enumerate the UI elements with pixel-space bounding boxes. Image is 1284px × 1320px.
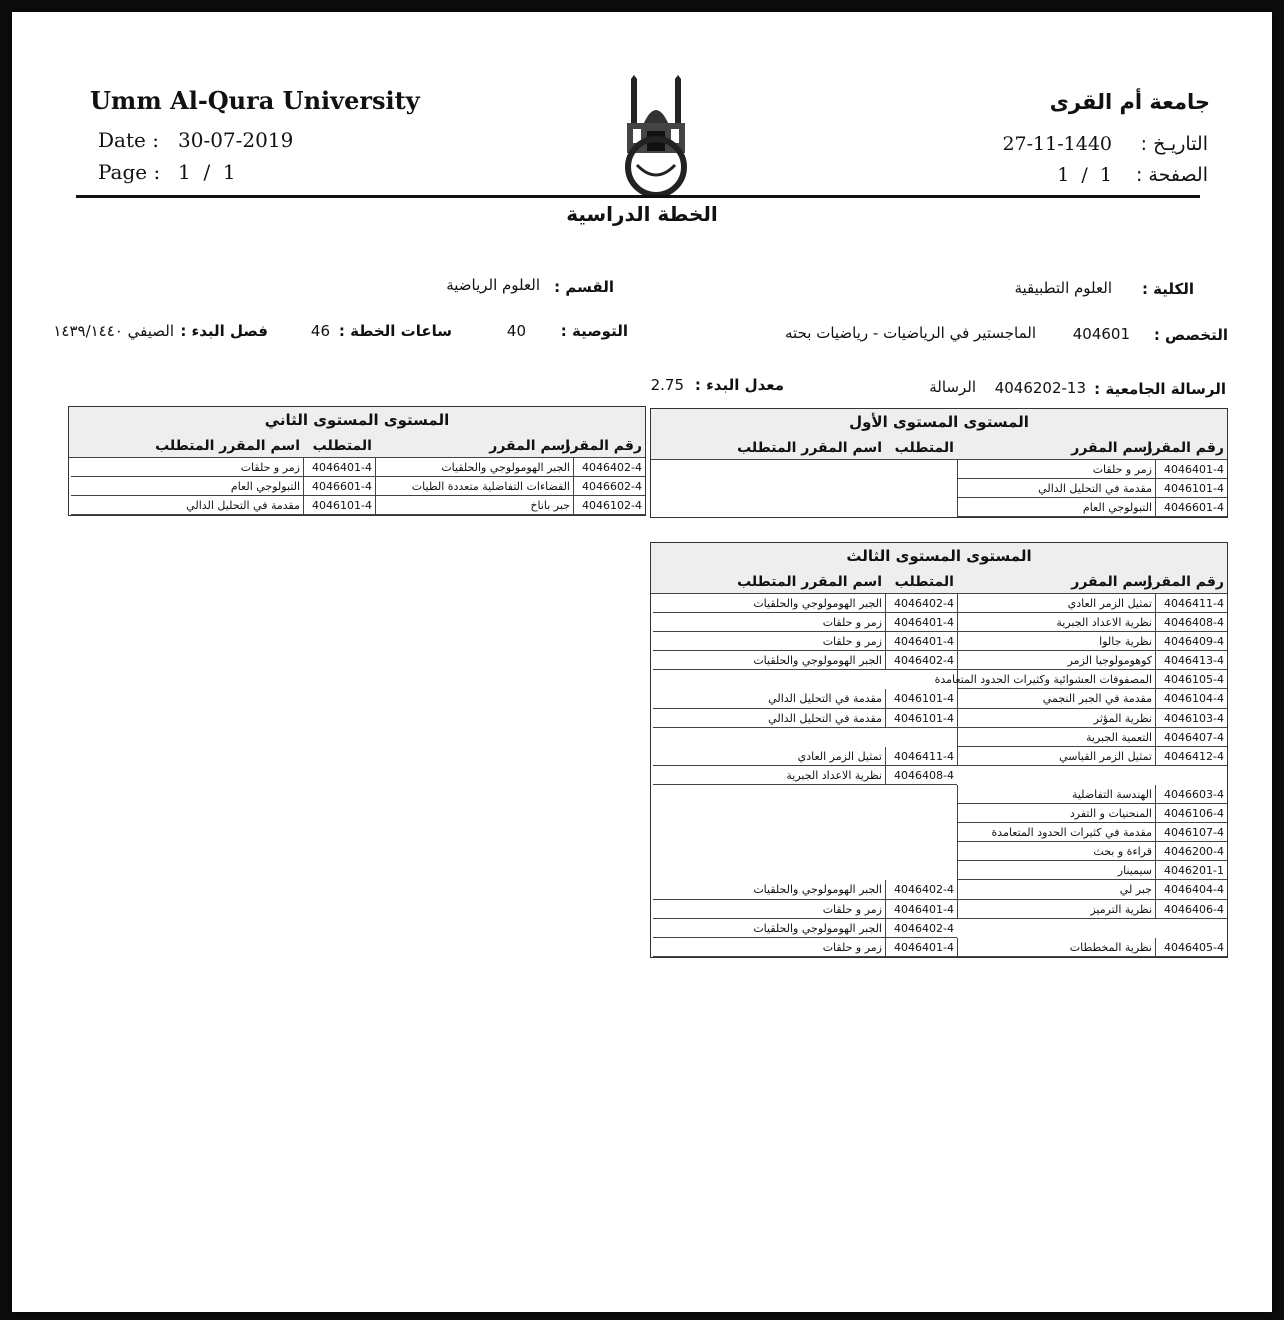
cell-prereq <box>885 460 957 479</box>
cell-code: 4046409-4 <box>1155 632 1227 651</box>
cell-prereq <box>885 785 957 804</box>
cell-prereq <box>885 842 957 861</box>
column-header-prereq-name: اسم المقرر المتطلب <box>737 574 882 590</box>
cell-name: التعمية الجبرية <box>957 728 1155 747</box>
level-2-table <box>68 406 646 516</box>
cell-prereq-name: تمثيل الزمر العادي <box>653 747 885 766</box>
cell-prereq: 4046401-4 <box>885 613 957 632</box>
table-row <box>651 689 1227 708</box>
cell-prereq-name: الجبر الهومولوجي والحلقيات <box>653 594 885 613</box>
cell-name: كوهومولوجيا الزمر <box>957 651 1155 670</box>
table-row <box>651 919 1227 938</box>
table-row <box>651 861 1227 880</box>
cell-prereq-name: مقدمة في التحليل الدالي <box>653 689 885 708</box>
dept-value: العلوم الرياضية <box>446 276 540 294</box>
cell-prereq <box>885 498 957 517</box>
cell-prereq-name: الجبر الهومولوجي والحلقيات <box>653 919 885 938</box>
page-value: 1 / 1 <box>178 160 236 184</box>
cell-code: 4046101-4 <box>1155 479 1227 498</box>
table-row <box>69 496 645 515</box>
cell-code: 4046412-4 <box>1155 747 1227 766</box>
cell-prereq: 4046402-4 <box>885 594 957 613</box>
date-label: Date : <box>98 128 159 152</box>
cell-prereq <box>885 823 957 842</box>
cell-code <box>1155 919 1227 938</box>
cell-prereq-name <box>653 670 885 689</box>
cell-prereq <box>885 861 957 880</box>
table-row <box>69 477 645 496</box>
start-term-label: فصل البدء : <box>180 322 268 340</box>
cell-code: 4046408-4 <box>1155 613 1227 632</box>
cell-prereq: 4046408-4 <box>885 766 957 785</box>
page-label: Page : <box>98 160 161 184</box>
cell-code: 4046413-4 <box>1155 651 1227 670</box>
table-row <box>651 498 1227 517</box>
table-row <box>651 823 1227 842</box>
table-row <box>651 479 1227 498</box>
college-value: العلوم التطبيقية <box>1014 279 1112 297</box>
column-header-row <box>651 567 1227 594</box>
column-header-row <box>651 433 1227 460</box>
cell-prereq <box>885 670 957 689</box>
cell-name: المصفوفات العشوائية وكثيرات الحدود المتعامدة <box>957 670 1155 689</box>
cell-prereq: 4046101-4 <box>885 689 957 708</box>
cell-prereq <box>885 479 957 498</box>
cell-prereq: 4046101-4 <box>303 496 375 515</box>
cell-prereq-name <box>653 842 885 861</box>
cell-prereq: 4046411-4 <box>885 747 957 766</box>
cell-code: 4046105-4 <box>1155 670 1227 689</box>
cell-prereq-name: زمر و حلقات <box>653 613 885 632</box>
column-header-code: رقم المقرر <box>1144 440 1224 456</box>
major-value: الماجستير في الرياضيات - رياضيات بحته <box>785 324 1036 342</box>
table-row <box>651 632 1227 651</box>
table-row <box>69 458 645 477</box>
cell-name: زمر و حلقات <box>957 460 1155 479</box>
cell-prereq-name <box>653 728 885 747</box>
cell-name: جبر لي <box>957 880 1155 899</box>
cell-name: نظرية المخططات <box>957 938 1155 957</box>
cell-code: 4046106-4 <box>1155 804 1227 823</box>
cell-name: نظرية الاعداد الجبرية <box>957 613 1155 632</box>
cell-prereq-name: الجبر الهومولوجي والحلقيات <box>653 880 885 899</box>
table-row <box>651 709 1227 728</box>
cell-prereq-name: نظرية الاعداد الجبرية <box>653 766 885 785</box>
cell-name: جبر باناخ <box>375 496 573 515</box>
page-value-ar: 1 / 1 <box>1057 164 1112 186</box>
thesis-code: 4046202-13 <box>994 379 1086 397</box>
column-header-code: رقم المقرر <box>1144 574 1224 590</box>
cell-prereq-name <box>653 785 885 804</box>
column-header-name: اسم المقرر <box>1071 574 1152 590</box>
cell-prereq: 4046601-4 <box>303 477 375 496</box>
start-term-value: الصيفي ١٤٣٩/١٤٤٠ <box>53 322 174 340</box>
cell-prereq-name: مقدمة في التحليل الدالي <box>653 709 885 728</box>
cell-name: مقدمة في الجبر النجمي <box>957 689 1155 708</box>
cell-name: سيمينار <box>957 861 1155 880</box>
cell-name <box>957 919 1155 938</box>
cell-code: 4046402-4 <box>573 458 645 477</box>
cell-prereq: 4046401-4 <box>885 632 957 651</box>
cell-prereq: 4046101-4 <box>885 709 957 728</box>
table-row <box>651 842 1227 861</box>
cell-prereq: 4046402-4 <box>885 651 957 670</box>
table-row <box>651 728 1227 747</box>
cell-prereq: 4046401-4 <box>303 458 375 477</box>
cell-code: 4046406-4 <box>1155 900 1227 919</box>
column-header-code: رقم المقرر <box>562 438 642 454</box>
cell-name: تمثيل الزمر العادي <box>957 594 1155 613</box>
column-header-prereq: المتطلب <box>894 440 954 456</box>
column-header-row <box>69 431 645 458</box>
level-title: المستوى المستوى الثالث <box>651 543 1227 567</box>
table-row <box>651 938 1227 957</box>
cell-prereq-name <box>653 823 885 842</box>
cell-name: التبولوجي العام <box>957 498 1155 517</box>
university-seal-logo <box>617 75 695 195</box>
cell-name: مقدمة في كثيرات الحدود المتعامدة <box>957 823 1155 842</box>
cell-code: 4046103-4 <box>1155 709 1227 728</box>
date-label-ar: التاريـخ : <box>1140 133 1208 155</box>
cell-code: 4046401-4 <box>1155 460 1227 479</box>
cell-name: تمثيل الزمر القياسي <box>957 747 1155 766</box>
cell-name: نظرية الترميز <box>957 900 1155 919</box>
table-row <box>651 613 1227 632</box>
cell-name: قراءة و بحث <box>957 842 1155 861</box>
cell-code: 4046405-4 <box>1155 938 1227 957</box>
header-divider <box>76 195 1200 198</box>
table-row <box>651 785 1227 804</box>
table-row <box>651 880 1227 899</box>
level-title: المستوى المستوى الثاني <box>69 407 645 431</box>
cell-name: نظرية جالوا <box>957 632 1155 651</box>
cell-name: الفضاءات التفاضلية متعددة الطيات <box>375 477 573 496</box>
cell-code: 4046411-4 <box>1155 594 1227 613</box>
page-label-ar: الصفحة : <box>1135 164 1208 186</box>
major-code: 404601 <box>1072 325 1130 343</box>
cell-name: نظرية المؤثر <box>957 709 1155 728</box>
cell-prereq-name <box>653 460 885 479</box>
thesis-label: الرسالة الجامعية : <box>1094 380 1226 398</box>
table-row <box>651 651 1227 670</box>
recommendation-label: التوصية : <box>560 322 628 340</box>
document-title: الخطة الدراسية <box>566 202 718 226</box>
cell-prereq-name: التبولوجي العام <box>71 477 303 496</box>
cell-prereq: 4046401-4 <box>885 900 957 919</box>
start-gpa-value: 2.75 <box>650 376 684 394</box>
thesis-value: الرسالة <box>929 378 976 396</box>
table-row <box>651 766 1227 785</box>
date-value: 30-07-2019 <box>178 128 294 152</box>
level-1-table <box>650 408 1228 518</box>
table-row <box>651 670 1227 689</box>
level-3-table <box>650 542 1228 958</box>
cell-prereq-name: مقدمة في التحليل الدالي <box>71 496 303 515</box>
cell-prereq-name: الجبر الهومولوجي والحلقيات <box>653 651 885 670</box>
cell-prereq: 4046402-4 <box>885 880 957 899</box>
plan-hours-value: 46 <box>310 322 330 340</box>
cell-code: 4046404-4 <box>1155 880 1227 899</box>
cell-prereq-name <box>653 479 885 498</box>
column-header-prereq: المتطلب <box>894 574 954 590</box>
cell-prereq-name: زمر و حلقات <box>653 900 885 919</box>
column-header-name: اسم المقرر <box>1071 440 1152 456</box>
cell-prereq <box>885 804 957 823</box>
cell-prereq-name: زمر و حلقات <box>653 632 885 651</box>
plan-hours-label: ساعات الخطة : <box>338 322 452 340</box>
cell-prereq-name: زمر و حلقات <box>71 458 303 477</box>
university-name-ar: جامعة أم القرى <box>1049 90 1210 114</box>
cell-prereq-name <box>653 804 885 823</box>
cell-name: الهندسة التفاضلية <box>957 785 1155 804</box>
university-name-en: Umm Al-Qura University <box>90 86 420 115</box>
cell-code: 4046104-4 <box>1155 689 1227 708</box>
cell-name <box>957 766 1155 785</box>
cell-prereq: 4046402-4 <box>885 919 957 938</box>
cell-code: 4046107-4 <box>1155 823 1227 842</box>
table-row <box>651 747 1227 766</box>
table-row <box>651 594 1227 613</box>
table-row <box>651 804 1227 823</box>
dept-label: القسم : <box>554 278 614 296</box>
column-header-prereq-name: اسم المقرر المتطلب <box>155 438 300 454</box>
cell-name: المنحنيات و التفرد <box>957 804 1155 823</box>
cell-prereq <box>885 728 957 747</box>
cell-name: الجبر الهومولوجي والحلقيات <box>375 458 573 477</box>
cell-name: مقدمة في التحليل الدالي <box>957 479 1155 498</box>
cell-code <box>1155 766 1227 785</box>
cell-code: 4046407-4 <box>1155 728 1227 747</box>
cell-code: 4046200-4 <box>1155 842 1227 861</box>
date-value-ar: 27-11-1440 <box>1002 133 1112 155</box>
document-page <box>12 12 1272 1312</box>
cell-code: 4046602-4 <box>573 477 645 496</box>
recommendation-value: 40 <box>506 322 526 340</box>
cell-prereq-name: زمر و حلقات <box>653 938 885 957</box>
column-header-prereq: المتطلب <box>312 438 372 454</box>
major-label: التخصص : <box>1153 326 1228 344</box>
college-label: الكلية : <box>1141 280 1194 298</box>
column-header-prereq-name: اسم المقرر المتطلب <box>737 440 882 456</box>
cell-code: 4046601-4 <box>1155 498 1227 517</box>
table-row <box>651 900 1227 919</box>
cell-code: 4046201-1 <box>1155 861 1227 880</box>
start-gpa-label: معدل البدء : <box>694 376 784 394</box>
cell-code: 4046102-4 <box>573 496 645 515</box>
cell-prereq: 4046401-4 <box>885 938 957 957</box>
cell-code: 4046603-4 <box>1155 785 1227 804</box>
cell-prereq-name <box>653 861 885 880</box>
level-title: المستوى المستوى الأول <box>651 409 1227 433</box>
table-row <box>651 460 1227 479</box>
cell-prereq-name <box>653 498 885 517</box>
column-header-name: اسم المقرر <box>489 438 570 454</box>
